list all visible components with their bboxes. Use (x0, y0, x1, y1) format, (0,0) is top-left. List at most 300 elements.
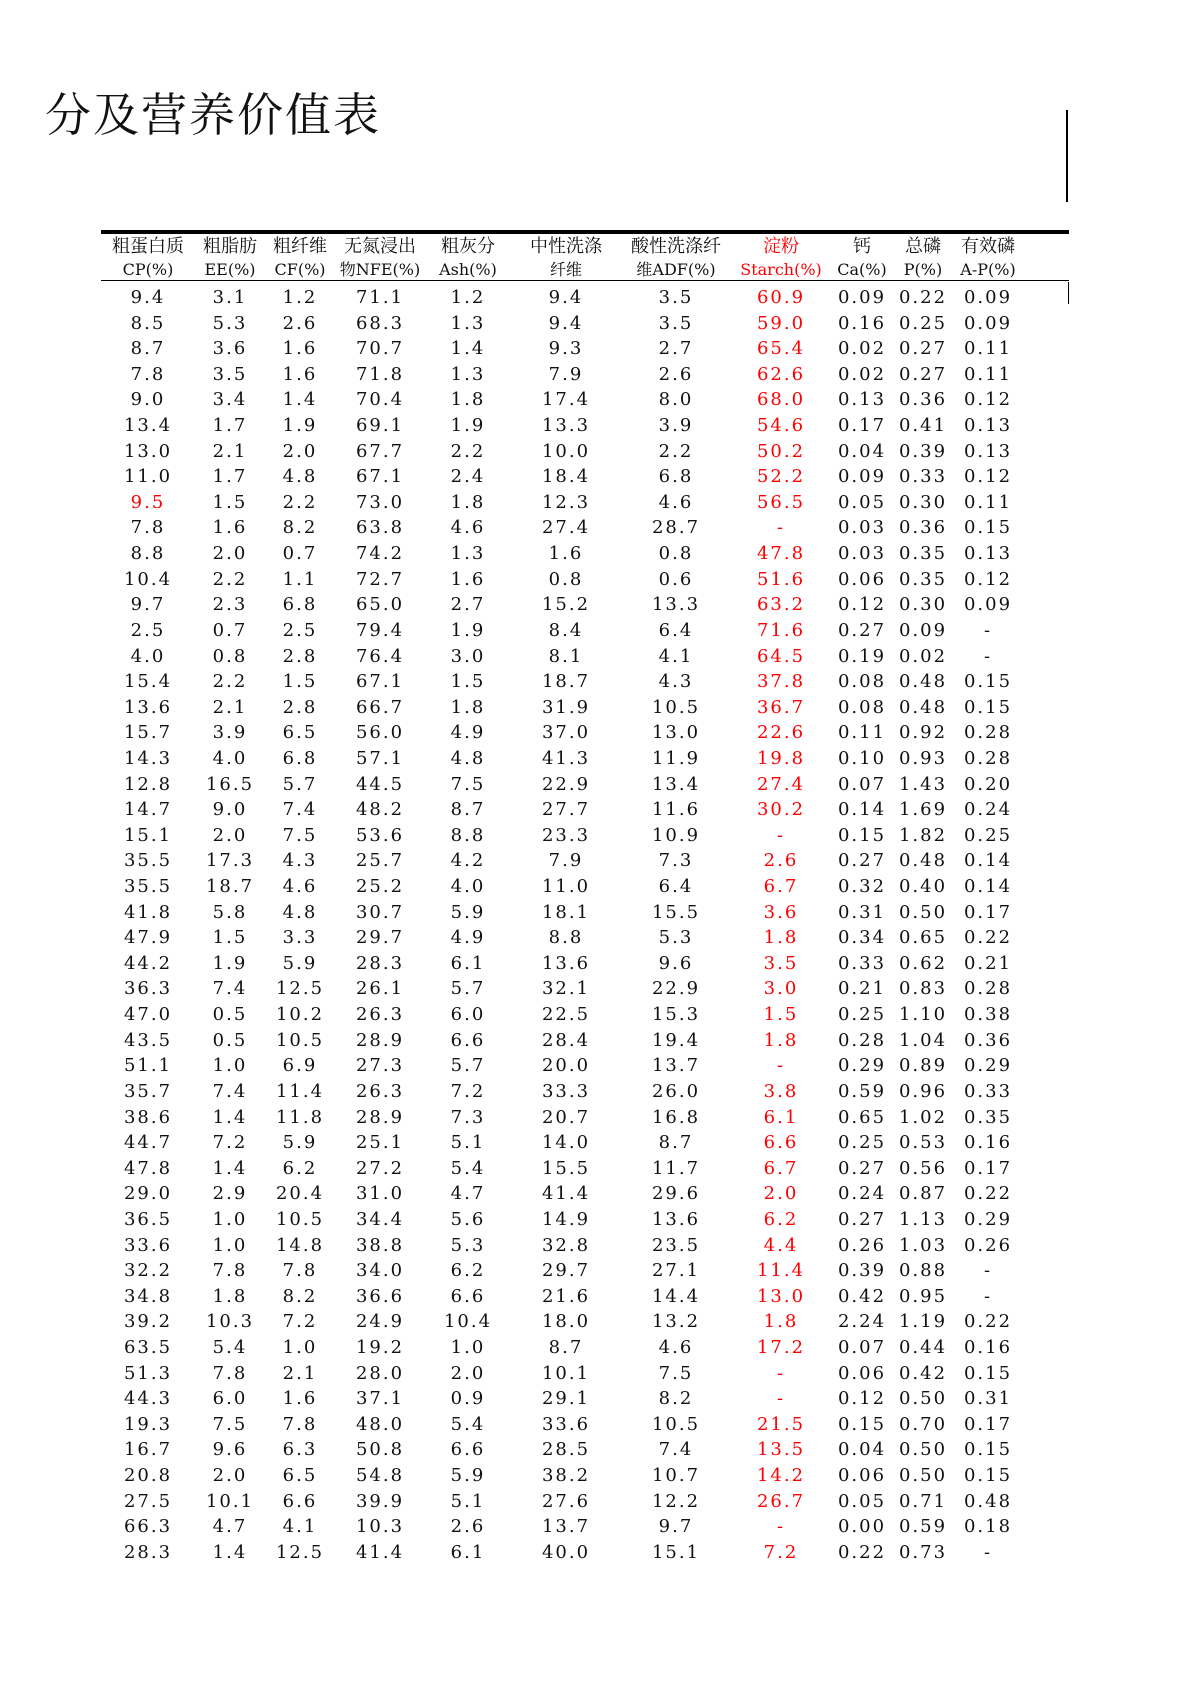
cell-ash: 3.0 (450, 645, 486, 667)
cell-ca: 0.08 (837, 671, 887, 693)
table-row (101, 644, 1069, 670)
cell-ash: 5.4 (450, 1157, 486, 1179)
cell-ash: 6.6 (450, 1285, 486, 1307)
cell-cf: 4.3 (282, 850, 318, 872)
cell-starch: 21.5 (756, 1413, 806, 1435)
header-adf (621, 236, 731, 280)
cell-ca: 0.32 (837, 876, 887, 898)
table-row (101, 1233, 1069, 1259)
table-row (101, 951, 1069, 977)
table-row (101, 1412, 1069, 1438)
cell-p: 1.10 (898, 1004, 948, 1026)
cell-cp: 15.4 (123, 671, 173, 693)
cell-starch: 2.6 (763, 850, 799, 872)
cell-ca: 0.13 (837, 389, 887, 411)
cell-ee: 10.3 (205, 1311, 255, 1333)
table-row (101, 1335, 1069, 1361)
cell-p: 0.95 (898, 1285, 948, 1307)
header-ap (953, 236, 1023, 280)
cell-ap: 0.13 (963, 440, 1013, 462)
cell-cf: 1.6 (282, 338, 318, 360)
cell-starch: 3.6 (763, 901, 799, 923)
cell-nfe: 67.7 (355, 440, 405, 462)
cell-cp: 32.2 (123, 1260, 173, 1282)
table-row (101, 592, 1069, 618)
cell-p: 0.83 (898, 978, 948, 1000)
cell-nfe: 31.0 (355, 1183, 405, 1205)
cell-p: 0.33 (898, 466, 948, 488)
cell-ash: 10.4 (443, 1311, 493, 1333)
cell-starch: 54.6 (756, 415, 806, 437)
header-p-zh: 总磷 (905, 236, 941, 257)
cell-ndf: 15.5 (541, 1157, 591, 1179)
cell-p: 1.04 (898, 1029, 948, 1051)
cell-nfe: 70.4 (355, 389, 405, 411)
header-p-en: P(%) (903, 260, 943, 279)
cell-ca: 0.03 (837, 517, 887, 539)
cell-ee: 16.5 (205, 773, 255, 795)
cell-p: 0.36 (898, 389, 948, 411)
cell-starch: 51.6 (756, 568, 806, 590)
cell-cf: 2.1 (282, 1362, 318, 1384)
cell-cf: 1.6 (282, 1388, 318, 1410)
cell-starch: 1.8 (763, 927, 799, 949)
cell-ap: 0.36 (963, 1029, 1013, 1051)
cell-p: 0.92 (898, 722, 948, 744)
cell-p: 1.43 (898, 773, 948, 795)
header-ndf-zh: 中性洗涤 (530, 236, 602, 257)
cell-ash: 4.9 (450, 927, 486, 949)
table-row (101, 515, 1069, 541)
cell-ash: 4.9 (450, 722, 486, 744)
cell-adf: 4.1 (658, 645, 694, 667)
cell-ap: - (983, 619, 993, 641)
cell-cp: 35.7 (123, 1080, 173, 1102)
cell-nfe: 29.7 (355, 927, 405, 949)
table-row (101, 1207, 1069, 1233)
cell-cp: 9.4 (130, 287, 166, 308)
cell-ap: 0.09 (963, 312, 1013, 334)
cell-ndf: 22.5 (541, 1004, 591, 1026)
cell-adf: 16.8 (651, 1106, 701, 1128)
cell-ee: 1.5 (212, 491, 248, 513)
cell-adf: 6.4 (658, 876, 694, 898)
cell-ndf: 7.9 (548, 363, 584, 385)
cell-adf: 13.7 (651, 1055, 701, 1077)
cell-ee: 1.6 (212, 517, 248, 539)
cell-cf: 1.0 (282, 1336, 318, 1358)
header-nfe (335, 236, 425, 280)
cell-nfe: 41.4 (355, 1541, 405, 1563)
cell-cp: 11.0 (123, 466, 173, 488)
cell-ash: 5.1 (450, 1490, 486, 1512)
cell-starch: 64.5 (756, 645, 806, 667)
cell-starch: 6.7 (763, 876, 799, 898)
table-row (101, 285, 1069, 311)
cell-nfe: 57.1 (355, 747, 405, 769)
cell-starch: 13.5 (756, 1439, 806, 1461)
cell-p: 0.39 (898, 440, 948, 462)
cell-p: 0.62 (898, 952, 948, 974)
cell-adf: 10.9 (651, 824, 701, 846)
cell-ndf: 27.7 (541, 799, 591, 821)
table-row (101, 874, 1069, 900)
cell-ca: 0.05 (837, 491, 887, 513)
cell-cp: 20.8 (123, 1465, 173, 1487)
cell-ash: 0.9 (450, 1388, 486, 1410)
cell-ndf: 11.0 (541, 876, 591, 898)
cell-ca: 0.19 (837, 645, 887, 667)
table-row (101, 1079, 1069, 1105)
cell-cf: 11.4 (275, 1080, 325, 1102)
cell-adf: 28.7 (651, 517, 701, 539)
cell-ca: 0.24 (837, 1183, 887, 1205)
table-row (101, 618, 1069, 644)
cell-p: 0.59 (898, 1516, 948, 1538)
cell-cp: 47.9 (123, 927, 173, 949)
cell-ca: 0.09 (837, 287, 887, 308)
cell-nfe: 27.2 (355, 1157, 405, 1179)
cell-adf: 9.6 (658, 952, 694, 974)
cell-starch: 3.8 (763, 1080, 799, 1102)
cell-ndf: 29.1 (541, 1388, 591, 1410)
cell-adf: 2.6 (658, 363, 694, 385)
cell-cf: 2.5 (282, 619, 318, 641)
cell-ndf: 33.3 (541, 1080, 591, 1102)
cell-p: 0.44 (898, 1336, 948, 1358)
cell-adf: 3.5 (658, 287, 694, 308)
table-row (101, 823, 1069, 849)
cell-cf: 6.6 (282, 1490, 318, 1512)
cell-ee: 2.1 (212, 696, 248, 718)
cell-ca: 0.00 (837, 1516, 887, 1538)
cell-starch: 6.6 (763, 1132, 799, 1154)
cell-ash: 5.1 (450, 1132, 486, 1154)
table-row (101, 1463, 1069, 1489)
header-cp-zh: 粗蛋白质 (112, 236, 184, 257)
cell-p: 0.48 (898, 850, 948, 872)
cell-cf: 10.5 (275, 1208, 325, 1230)
cell-ash: 6.1 (450, 1541, 486, 1563)
cell-starch: 4.4 (763, 1234, 799, 1256)
cell-ca: 0.14 (837, 799, 887, 821)
cell-p: 0.70 (898, 1413, 948, 1435)
cell-cf: 5.9 (282, 952, 318, 974)
cell-ee: 1.9 (212, 952, 248, 974)
cell-ndf: 14.9 (541, 1208, 591, 1230)
cell-ca: 0.26 (837, 1234, 887, 1256)
cell-ndf: 27.6 (541, 1490, 591, 1512)
cell-ee: 2.0 (212, 824, 248, 846)
table-row (101, 1181, 1069, 1207)
cell-ca: 0.08 (837, 696, 887, 718)
cell-p: 0.09 (898, 619, 948, 641)
cell-cp: 34.8 (123, 1285, 173, 1307)
cell-ndf: 12.3 (541, 491, 591, 513)
cell-ndf: 41.4 (541, 1183, 591, 1205)
cell-cf: 4.1 (282, 1516, 318, 1538)
cell-ash: 1.3 (450, 543, 486, 565)
cell-p: 0.27 (898, 338, 948, 360)
cell-cp: 36.3 (123, 978, 173, 1000)
cell-cf: 4.6 (282, 876, 318, 898)
cell-cp: 14.3 (123, 747, 173, 769)
table-row (101, 1053, 1069, 1079)
cell-cf: 2.8 (282, 696, 318, 718)
cell-cp: 13.0 (123, 440, 173, 462)
cell-ap: - (983, 1285, 993, 1307)
cell-ndf: 41.3 (541, 747, 591, 769)
cell-cp: 28.3 (123, 1541, 173, 1563)
cell-p: 0.30 (898, 491, 948, 513)
header-ee (195, 236, 265, 280)
cell-cp: 12.8 (123, 773, 173, 795)
cell-nfe: 44.5 (355, 773, 405, 795)
cell-ap: 0.17 (963, 901, 1013, 923)
cell-adf: 29.6 (651, 1183, 701, 1205)
cell-ca: 0.34 (837, 927, 887, 949)
cell-ee: 2.3 (212, 594, 248, 616)
cell-ash: 5.6 (450, 1208, 486, 1230)
cell-cf: 6.5 (282, 722, 318, 744)
cell-cp: 51.3 (123, 1362, 173, 1384)
cell-cp: 38.6 (123, 1106, 173, 1128)
cell-nfe: 71.1 (355, 287, 405, 308)
cell-p: 0.36 (898, 517, 948, 539)
cell-adf: 8.2 (658, 1388, 694, 1410)
cell-cf: 2.2 (282, 491, 318, 513)
cell-p: 1.13 (898, 1208, 948, 1230)
cell-ndf: 23.3 (541, 824, 591, 846)
cell-cp: 7.8 (130, 363, 166, 385)
cell-cf: 14.8 (275, 1234, 325, 1256)
cell-ee: 1.0 (212, 1055, 248, 1077)
cell-adf: 15.5 (651, 901, 701, 923)
cell-ee: 18.7 (205, 876, 255, 898)
cell-nfe: 70.7 (355, 338, 405, 360)
cell-ash: 5.9 (450, 901, 486, 923)
cell-starch: - (776, 517, 786, 539)
cell-ash: 7.2 (450, 1080, 486, 1102)
cell-cf: 7.8 (282, 1413, 318, 1435)
cell-ee: 7.8 (212, 1260, 248, 1282)
cell-ash: 2.7 (450, 594, 486, 616)
cell-adf: 10.5 (651, 696, 701, 718)
cell-ash: 4.2 (450, 850, 486, 872)
cell-ee: 10.1 (205, 1490, 255, 1512)
header-ndf (511, 236, 621, 280)
cell-adf: 3.9 (658, 415, 694, 437)
cell-nfe: 53.6 (355, 824, 405, 846)
cell-ca: 0.04 (837, 1439, 887, 1461)
cell-starch: 59.0 (756, 312, 806, 334)
cell-ee: 7.5 (212, 1413, 248, 1435)
cell-starch: - (776, 824, 786, 846)
cell-ndf: 10.0 (541, 440, 591, 462)
cell-ash: 4.7 (450, 1183, 486, 1205)
cell-cp: 27.5 (123, 1490, 173, 1512)
cell-nfe: 56.0 (355, 722, 405, 744)
cell-ee: 4.0 (212, 747, 248, 769)
header-starch (731, 236, 831, 280)
cell-ash: 1.8 (450, 696, 486, 718)
cell-p: 0.87 (898, 1183, 948, 1205)
cell-ndf: 28.5 (541, 1439, 591, 1461)
cell-cf: 6.5 (282, 1465, 318, 1487)
header-ee-zh: 粗脂肪 (203, 236, 257, 257)
cell-adf: 0.8 (658, 543, 694, 565)
cell-cf: 20.4 (275, 1183, 325, 1205)
cell-p: 0.71 (898, 1490, 948, 1512)
cell-cf: 10.5 (275, 1029, 325, 1051)
cell-ndf: 18.0 (541, 1311, 591, 1333)
cell-adf: 15.3 (651, 1004, 701, 1026)
cell-starch: 60.9 (756, 287, 806, 308)
cell-nfe: 50.8 (355, 1439, 405, 1461)
cell-cf: 12.5 (275, 978, 325, 1000)
table-row (101, 464, 1069, 490)
cell-nfe: 68.3 (355, 312, 405, 334)
header-cf-zh: 粗纤维 (273, 236, 327, 257)
table-row (101, 387, 1069, 413)
cell-ndf: 17.4 (541, 389, 591, 411)
table-row (101, 490, 1069, 516)
cell-ca: 0.09 (837, 466, 887, 488)
cell-adf: 23.5 (651, 1234, 701, 1256)
cell-cf: 8.2 (282, 1285, 318, 1307)
cell-adf: 0.6 (658, 568, 694, 590)
cell-nfe: 25.1 (355, 1132, 405, 1154)
table-row (101, 311, 1069, 337)
cell-ndf: 22.9 (541, 773, 591, 795)
cell-nfe: 36.6 (355, 1285, 405, 1307)
cell-starch: 2.0 (763, 1183, 799, 1205)
cell-starch: 71.6 (756, 619, 806, 641)
cell-nfe: 54.8 (355, 1465, 405, 1487)
cell-starch: 56.5 (756, 491, 806, 513)
cell-adf: 4.3 (658, 671, 694, 693)
cell-cp: 13.4 (123, 415, 173, 437)
cell-starch: 13.0 (756, 1285, 806, 1307)
cell-ap: 0.21 (963, 952, 1013, 974)
cell-ndf: 31.9 (541, 696, 591, 718)
cell-ash: 5.7 (450, 1055, 486, 1077)
cell-cf: 7.2 (282, 1311, 318, 1333)
cell-cp: 36.5 (123, 1208, 173, 1230)
cell-nfe: 48.2 (355, 799, 405, 821)
cell-cp: 9.5 (130, 491, 166, 513)
cell-p: 0.25 (898, 312, 948, 334)
cell-p: 1.03 (898, 1234, 948, 1256)
cell-adf: 2.7 (658, 338, 694, 360)
cell-starch: 30.2 (756, 799, 806, 821)
cell-ca: 0.16 (837, 312, 887, 334)
cell-ca: 0.11 (837, 722, 887, 744)
cell-p: 1.19 (898, 1311, 948, 1333)
cell-starch: 62.6 (756, 363, 806, 385)
cell-p: 0.35 (898, 568, 948, 590)
cell-p: 0.40 (898, 876, 948, 898)
cell-p: 0.22 (898, 287, 948, 308)
cell-ap: 0.11 (963, 338, 1013, 360)
cell-ee: 1.8 (212, 1285, 248, 1307)
cell-ap: 0.13 (963, 543, 1013, 565)
cell-adf: 11.9 (651, 747, 701, 769)
table-row (101, 1105, 1069, 1131)
cell-cf: 5.7 (282, 773, 318, 795)
cell-ap: 0.28 (963, 722, 1013, 744)
cell-cp: 15.1 (123, 824, 173, 846)
vertical-rule (1066, 110, 1068, 202)
cell-starch: 6.7 (763, 1157, 799, 1179)
cell-p: 0.35 (898, 543, 948, 565)
cell-adf: 7.5 (658, 1362, 694, 1384)
cell-nfe: 26.3 (355, 1004, 405, 1026)
cell-ca: 0.29 (837, 1055, 887, 1077)
cell-cf: 1.6 (282, 363, 318, 385)
cell-adf: 13.4 (651, 773, 701, 795)
cell-cf: 1.5 (282, 671, 318, 693)
cell-ndf: 32.8 (541, 1234, 591, 1256)
cell-ap: 0.22 (963, 1183, 1013, 1205)
cell-starch: 3.0 (763, 978, 799, 1000)
cell-ee: 7.2 (212, 1132, 248, 1154)
cell-cp: 19.3 (123, 1413, 173, 1435)
cell-adf: 14.4 (651, 1285, 701, 1307)
cell-starch: 11.4 (756, 1260, 806, 1282)
cell-cp: 14.7 (123, 799, 173, 821)
cell-ash: 2.4 (450, 466, 486, 488)
cell-cp: 41.8 (123, 901, 173, 923)
cell-ca: 0.12 (837, 1388, 887, 1410)
cell-ap: - (983, 1541, 993, 1563)
table-row (101, 1130, 1069, 1156)
cell-ash: 1.8 (450, 389, 486, 411)
cell-cp: 9.7 (130, 594, 166, 616)
cell-cf: 7.8 (282, 1260, 318, 1282)
cell-nfe: 30.7 (355, 901, 405, 923)
cell-ee: 1.4 (212, 1106, 248, 1128)
cell-cf: 11.8 (275, 1106, 325, 1128)
cell-p: 0.50 (898, 1465, 948, 1487)
cell-cf: 4.8 (282, 466, 318, 488)
cell-nfe: 28.9 (355, 1029, 405, 1051)
cell-nfe: 63.8 (355, 517, 405, 539)
header-starch-en: Starch(%) (740, 260, 822, 279)
cell-ap: 0.15 (963, 1439, 1013, 1461)
cell-ca: 2.24 (837, 1311, 887, 1333)
header-nfe-en: 物NFE(%) (339, 260, 421, 279)
cell-starch: 22.6 (756, 722, 806, 744)
cell-p: 0.53 (898, 1132, 948, 1154)
cell-ash: 4.6 (450, 517, 486, 539)
cell-ap: 0.33 (963, 1080, 1013, 1102)
cell-starch: 19.8 (756, 747, 806, 769)
table-body (101, 285, 1069, 1565)
header-cf (265, 236, 335, 280)
cell-ee: 1.0 (212, 1234, 248, 1256)
cell-adf: 7.3 (658, 850, 694, 872)
cell-ca: 0.06 (837, 1362, 887, 1384)
cell-ca: 0.31 (837, 901, 887, 923)
table-row (101, 1361, 1069, 1387)
cell-ee: 3.6 (212, 338, 248, 360)
cell-ca: 0.42 (837, 1285, 887, 1307)
cell-ash: 1.9 (450, 619, 486, 641)
cell-nfe: 74.2 (355, 543, 405, 565)
cell-ndf: 13.7 (541, 1516, 591, 1538)
cell-starch: - (776, 1055, 786, 1077)
